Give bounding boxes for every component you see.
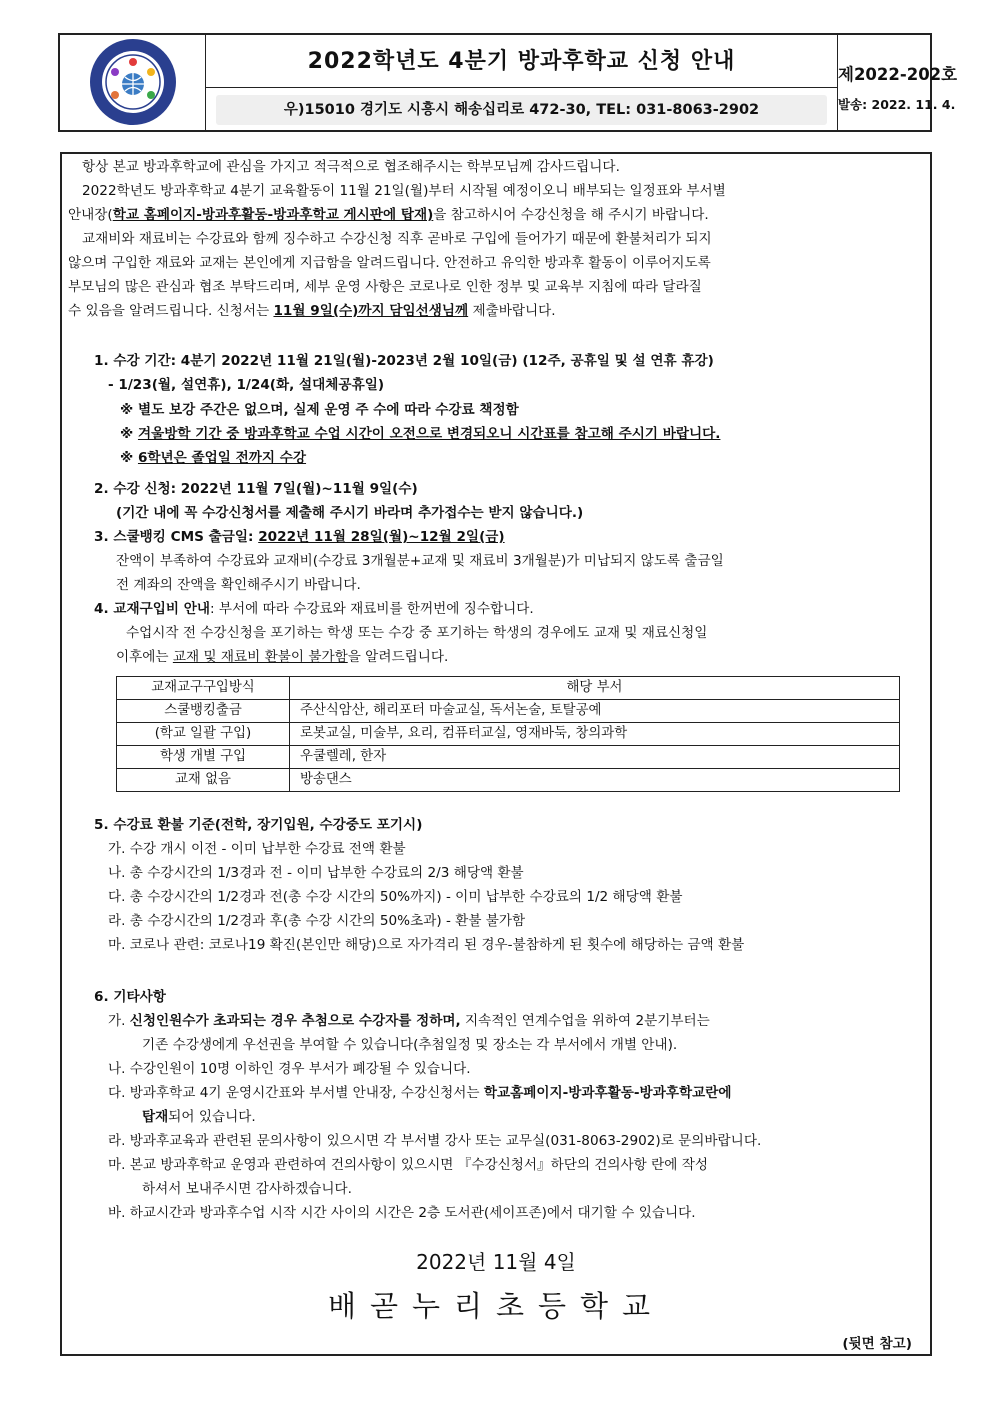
- misc-item-cont: 기존 수강생에게 우선권을 부여할 수 있습니다(추첨일정 및 장소는 각 부서에서 개별 안내).: [142, 1037, 678, 1053]
- page-title: 2022학년도 4분기 방과후학교 신청 안내: [206, 35, 837, 88]
- intro-line-2: 2022학년도 방과후학교 4분기 교육활동이 11월 21일(월)부터 시작될 예정이오니 배부되는 일정표와 부서별: [82, 183, 726, 199]
- section-6-title: 6. 기타사항: [94, 989, 166, 1005]
- section-3-line-2: 잔액이 부족하여 수강료와 교재비(수강료 3개월분+교재 및 재료비 3개월분)가 미납되지 않도록 출금일: [116, 553, 724, 569]
- table-row: [117, 700, 900, 723]
- issue-date: 발송: 2022. 11. 4.: [838, 97, 956, 112]
- refund-item: 가. 수강 개시 이전 - 이미 납부한 수강료 전액 환불: [108, 841, 406, 857]
- table-header-cell: 해당 부서: [290, 677, 900, 700]
- intro-line-5: 않으며 구입한 재료와 교재는 본인에게 지급함을 알려드립니다. 안전하고 유익한 방과후 활동이 이루어지도록: [68, 255, 711, 271]
- refund-item: 나. 총 수강시간의 1/3경과 전 - 이미 납부한 수강료의 2/3 해당액 환불: [108, 865, 524, 881]
- section-2-application: 2. 수강 신청: 2022년 11월 7일(월)~11월 9일(수): [94, 481, 418, 497]
- table-header-cell: 교재교구구입방식: [117, 677, 290, 700]
- table-header-row: [117, 677, 900, 700]
- table-cell: 교재 없음: [117, 769, 290, 792]
- intro-line-3: 안내장(학교 홈페이지-방과후활동-방과후학교 게시판에 탑재)을 참고하시어 수강신청을 해 주시기 바랍니다.: [68, 207, 709, 223]
- section-4-line-3: 이후에는 교재 및 재료비 환불이 불가함을 알려드립니다.: [116, 649, 449, 665]
- homepage-board-link-text: 학교 홈페이지-방과후활동-방과후학교 게시판에 탑재): [112, 207, 434, 223]
- table-row: [117, 769, 900, 792]
- materials-purchase-table: [116, 676, 900, 792]
- misc-item-cont: 하셔서 보내주시면 감사하겠습니다.: [142, 1181, 352, 1197]
- section-3-cms: 3. 스쿨뱅킹 CMS 출금일: 2022년 11월 28일(월)~12월 2일(금): [94, 529, 505, 545]
- letter-body: [60, 152, 932, 1356]
- school-logo-icon: [60, 35, 206, 130]
- intro-line-7: 수 있음을 알려드립니다. 신청서는 11월 9일(수)까지 담임선생님께 제출바랍니다.: [68, 303, 556, 319]
- see-back-note: (뒷면 참고): [842, 1336, 912, 1352]
- section-1-holidays: - 1/23(월, 설연휴), 1/24(화, 설대체공휴일): [108, 377, 385, 393]
- table-row: [117, 746, 900, 769]
- section-4-title: 4. 교재구입비 안내: 부서에 따라 수강료와 재료비를 한꺼번에 징수합니다.: [94, 601, 534, 617]
- table-cell: 학생 개별 구입: [117, 746, 290, 769]
- misc-item: 마. 본교 방과후학교 운영과 관련하여 건의사항이 있으시면 『수강신청서』하단의 건의사항 란에 작성: [108, 1157, 708, 1173]
- misc-item: 바. 하교시간과 방과후수업 시작 시간 사이의 시간은 2층 도서관(세이프존)에서 대기할 수 있습니다.: [108, 1205, 696, 1221]
- section-1-note-3: ※ 6학년은 졸업일 전까지 수강: [120, 450, 307, 466]
- school-logo-cell: [60, 35, 206, 130]
- school-address: 우)15010 경기도 시흥시 해송십리로 472-30, TEL: 031-8063-2902: [216, 95, 827, 125]
- school-name: 배곧누리초등학교: [327, 1289, 665, 1323]
- section-1-note-2: ※ 겨울방학 기간 중 방과후학교 수업 시간이 오전으로 변경되오니 시간표를 참고해 주시기 바랍니다.: [120, 426, 721, 442]
- misc-item: 다. 방과후학교 4기 운영시간표와 부서별 안내장, 수강신청서는 학교홈페이지-방과후활동-방과후학교란에: [108, 1085, 732, 1101]
- misc-item: 라. 방과후교육과 관련된 문의사항이 있으시면 각 부서별 강사 또는 교무실(031-8063-2902)로 문의바랍니다.: [108, 1133, 762, 1149]
- section-3-line-3: 전 계좌의 잔액을 확인해주시기 바랍니다.: [116, 577, 361, 593]
- section-4-line-2: 수업시작 전 수강신청을 포기하는 학생 또는 수강 중 포기하는 학생의 경우에도 교재 및 재료신청일: [126, 625, 708, 641]
- intro-line-6: 부모님의 많은 관심과 협조 부탁드리며, 세부 운영 사항은 코로나로 인한 정부 및 교육부 지침에 따라 달라질: [68, 279, 702, 295]
- refund-item: 다. 총 수강시간의 1/2경과 전(총 수강 시간의 50%까지) - 이미 납부한 수강료의 1/2 해당액 환불: [108, 889, 683, 905]
- refund-item: 마. 코로나 관련: 코로나19 확진(본인만 해당)으로 자가격리 된 경우-불참하게 된 횟수에 해당하는 금액 환불: [108, 937, 745, 953]
- intro-line-1: 항상 본교 방과후학교에 관심을 가지고 적극적으로 협조해주시는 학부모님께 감사드립니다.: [82, 159, 620, 175]
- header-middle: [206, 35, 838, 130]
- header-right: [838, 35, 958, 130]
- document-number: 제2022-202호: [838, 65, 958, 84]
- deadline-text: 11월 9일(수)까지 담임선생님께: [273, 303, 469, 319]
- misc-item-cont: 탑재되어 있습니다.: [142, 1109, 256, 1125]
- table-cell: 우쿨렐레, 한자: [290, 746, 900, 769]
- misc-item: 가. 신청인원수가 초과되는 경우 추첨으로 수강자를 정하며, 지속적인 연계수업을 위하여 2분기부터는: [108, 1013, 710, 1029]
- letter-header: [58, 33, 958, 132]
- table-cell: (학교 일괄 구입): [117, 723, 290, 746]
- intro-line-4: 교재비와 재료비는 수강료와 함께 징수하고 수강신청 직후 곧바로 구입에 들어가기 때문에 환불처리가 되지: [82, 231, 712, 247]
- section-2-note: (기간 내에 꼭 수강신청서를 제출해 주시기 바라며 추가접수는 받지 않습니다.): [116, 505, 584, 521]
- section-1-period: 1. 수강 기간: 4분기 2022년 11월 21일(월)-2023년 2월 10일(금) (12주, 공휴일 및 설 연휴 휴강): [94, 353, 714, 369]
- table-row: [117, 723, 900, 746]
- section-1-note-1: ※ 별도 보강 주간은 없으며, 실제 운영 주 수에 따라 수강료 책정함: [120, 402, 519, 418]
- letter-date: 2022년 11월 4일: [416, 1250, 576, 1274]
- misc-item: 나. 수강인원이 10명 이하인 경우 부서가 폐강될 수 있습니다.: [108, 1061, 471, 1077]
- refund-item: 라. 총 수강시간의 1/2경과 후(총 수강 시간의 50%초과) - 환불 불가함: [108, 913, 526, 929]
- table-cell: 로봇교실, 미술부, 요리, 컴퓨터교실, 영재바둑, 창의과학: [290, 723, 900, 746]
- section-5-title: 5. 수강료 환불 기준(전학, 장기입원, 수강중도 포기시): [94, 817, 423, 833]
- table-cell: 스쿨뱅킹출금: [117, 700, 290, 723]
- table-cell: 방송댄스: [290, 769, 900, 792]
- table-cell: 주산식암산, 해리포터 마술교실, 독서논술, 토탈공예: [290, 700, 900, 723]
